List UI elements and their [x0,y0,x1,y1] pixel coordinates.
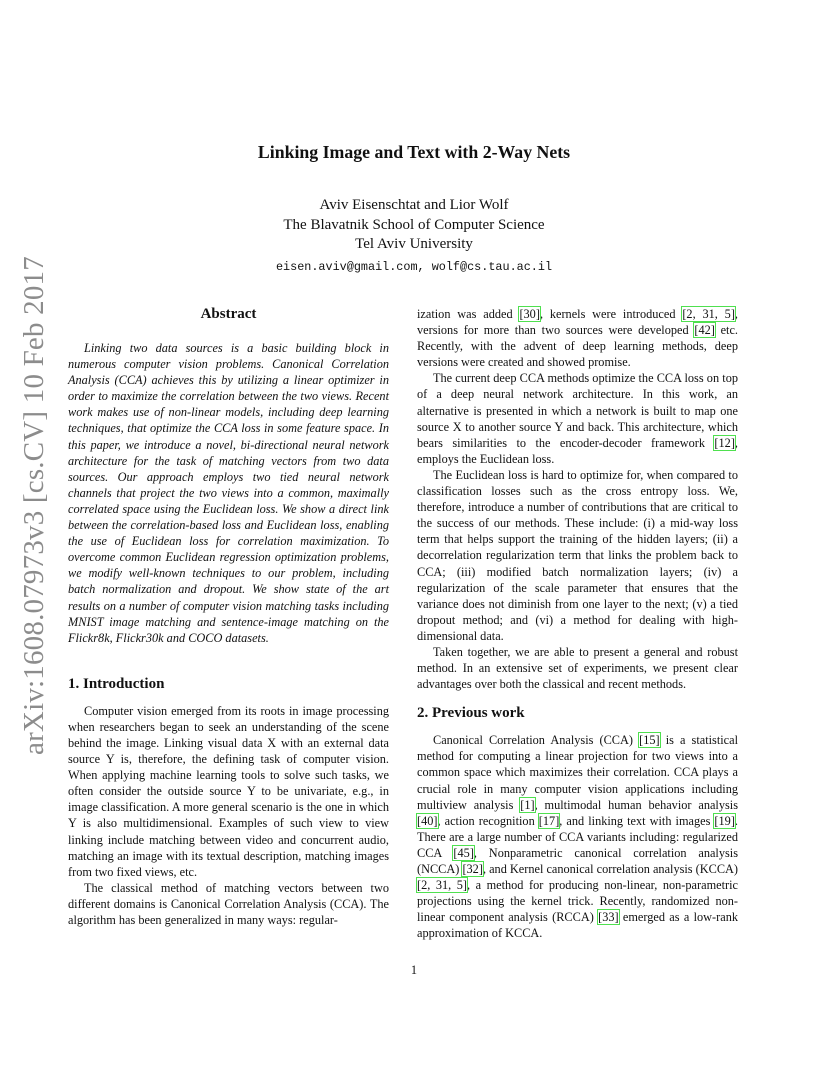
text-run: , action recognition [437,813,539,828]
intro-paragraph-5: Taken together, we are able to present a general and robust method. In an extensive set of experiments, we present clear advantages over both the classical and recent methods. [417,644,738,692]
text-run: , versions for more than two sources were developed [417,307,738,338]
citation-link[interactable]: [45] [453,845,474,860]
text-run: , kernels were introduced [539,307,683,321]
arxiv-stamp: arXiv:1608.07973v3 [cs.CV] 10 Feb 2017 [18,256,50,755]
text-run: Canonical Correlation Analysis (CCA) [433,733,640,748]
right-column [417,306,738,941]
author-emails: eisen.aviv@gmail.com, wolf@cs.tau.ac.il [275,259,553,274]
citation-link[interactable]: [30] [519,307,540,321]
citation-link[interactable]: [2, 31, 5] [417,878,467,893]
abstract-heading: Abstract [200,306,257,322]
citation-link[interactable]: [15] [639,733,660,748]
intro-paragraph-4: The Euclidean loss is hard to optimize for, when compared to classification losses such as the cross entropy loss. We, therefore, introduce a number of contributions that are critical to the success of our methods. These include: (i) a mid-way loss term that helps support the training of the hidden layers; (ii) a decorrelation regularization term that links the problem back to CCA; (iii) modified batch normalization layers; (iv) a regularization of the scale parameter that ensures that the variance does not diminish from one layer to the next; (v) a tied dropout method; and (vi) a method for dealing with high-dimensional data. [417,467,738,643]
author-block [0,196,828,277]
text-run: etc. Recently, with the advent of deep learning methods, deep versions were created and showed promise. [417,323,738,370]
citation-link[interactable]: [19] [714,813,735,828]
text-run: , employs the Euclidean loss. [417,435,738,466]
text-run: , and linking text with images [559,813,715,828]
intro-paragraph-2: The classical method of matching vectors between two different domains is Canonical Correlation Analysis (CCA). The algorithm has been generalized in many ways: regular- [68,880,389,927]
text-run: emerged as a low-rank approximation of KCCA. [417,910,738,941]
affiliation-university: Tel Aviv University [355,236,473,252]
previous-work-paragraph [417,732,738,941]
citation-link[interactable]: [40] [417,813,438,828]
left-column [68,306,389,928]
citation-link[interactable]: [42] [694,323,715,338]
paper-title: Linking Image and Text with 2-Way Nets [257,142,571,162]
text-run: The current deep CCA methods optimize the CCA loss on top of a deep neural network architecture. In this work, an alternative is presented in which a network is built to map one source X to another source Y and back. This architecture, which bears similarities to the encoder-decoder framework [417,371,738,450]
text-run: , multimodal human behavior analysis [534,797,738,812]
intro-paragraph-2-continued [417,306,738,370]
text-run: . There are a large number of CCA variants including: regularized CCA [417,813,738,860]
page-number: 1 [410,963,418,977]
citation-link[interactable]: [1] [520,797,535,812]
text-run: , a method for producing non-linear, non-parametric projections using the kernel trick. Recently, randomized non-linear component analysis (RCCA) [417,878,738,925]
abstract-text: Linking two data sources is a basic building block in numerous computer vision problems. Canonical Correlation Analysis (CCA) achieves this by utilizing a linear optimizer in order to maximize the correlation between the two views. Recent work makes use of non-linear models, including deep learning techniques, that optimize the CCA loss in some feature space. In this paper, we introduce a novel, bi-directional neural network architecture for the task of matching vectors from two data sources. Our approach employs two tied neural network channels that project the two views into a common, maximally correlated space using the Euclidean loss. We show a direct link between the correlation-based loss and Euclidean loss, enabling the use of Euclidean loss for correlation maximization. To overcome common Euclidean regression optimization problems, we modify well-known techniques to our problem, including batch normalization and dropout. We show state of the art results on a number of computer vision matching tasks including MNIST image matching and sentence-image matching on the Flickr8k, Flickr30k and COCO datasets. [68,341,389,645]
text-run: is a statistical method for computing a linear projection for two views into a common space which maximizes their correlation. CCA plays a crucial role in many computer vision applications including multiview analysis [417,733,738,812]
citation-link[interactable]: [32] [462,862,483,876]
citation-link[interactable]: [17] [538,813,560,828]
citation-link[interactable]: [2, 31, 5] [682,307,735,321]
text-run: ization was added [417,307,520,321]
section-previous-work-heading: 2. Previous work [417,705,525,722]
citation-link[interactable]: [33] [598,910,619,925]
affiliation-school: The Blavatnik School of Computer Science [283,216,545,233]
intro-paragraph-3 [417,370,738,467]
text-run: , Nonparametric canonical correlation analysis (NCCA) [417,845,738,876]
citation-link[interactable]: [12] [714,435,735,450]
text-run: , and Kernel canonical correlation analysis (KCCA) [482,862,739,876]
intro-paragraph-1: Computer vision emerged from its roots in image processing when researchers began to seek an understanding of the scene behind the image. Linking visual data X with an external data source Y is, therefore, the defining task of computer vision. When applying machine learning tools to solve such tasks, we often consider the outside source Y to be univariate, e.g., in image classification. A more general scenario is the one in which Y is also multidimensional. Examples of such view to view linking include matching between video and concurrent audio, matching an image with its textual description, matching images from two fixed views, etc. [68,703,389,879]
author-names: Aviv Eisenschtat and Lior Wolf [319,197,509,213]
section-introduction-heading: 1. Introduction [68,675,165,692]
